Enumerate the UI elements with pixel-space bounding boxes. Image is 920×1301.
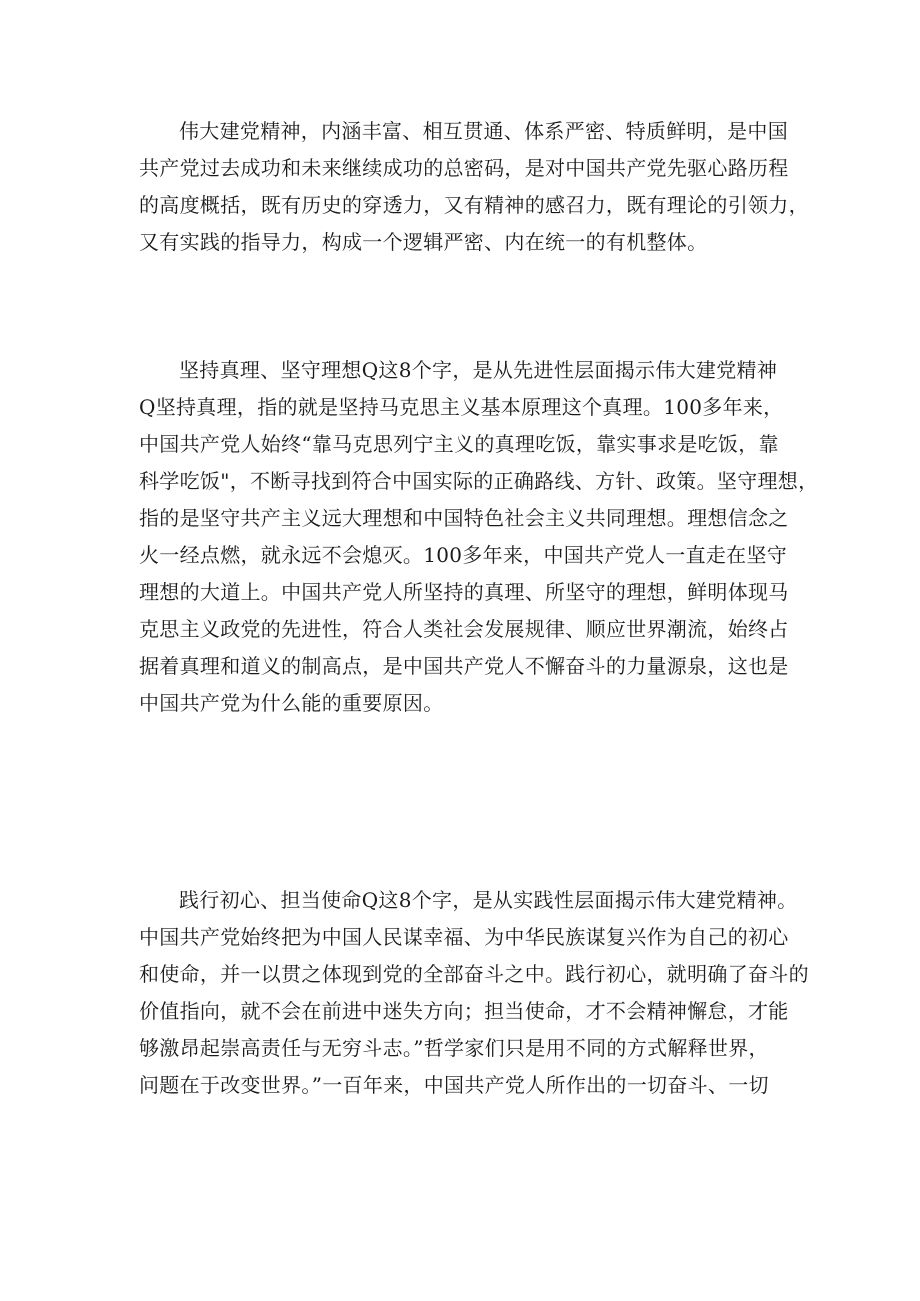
text-line: 问题在于改变世界。”一百年来，中国共产党人所作出的一切奋斗、一切 [139,1073,769,1097]
text-line: 坚持真理、坚守理想Q这8个字，是从先进性层面揭示伟大建党精神 [179,358,778,382]
text-line: 据着真理和道义的制高点，是中国共产党人不懈奋斗的力量源泉，这也是 [139,654,789,678]
text-line: 践行初心、担当使命Q这8个字，是从实践性层面揭示伟大建党精神。 [179,888,798,912]
text-line: 中国共产党为什么能的重要原因。 [139,691,444,715]
text-line: 和使命，并一以贯之体现到党的全部奋斗之中。践行初心，就明确了奋斗的 [139,962,809,986]
text-line: 火一经点燃，就永远不会熄灭。100多年来，中国共产党人一直走在坚守 [139,543,788,567]
text-line: 共产党过去成功和未来继续成功的总密码，是对中国共产党先驱心路历程 [139,156,789,180]
text-line: 中国共产党人始终“靠马克思列宁主义的真理吃饭，靠实事求是吃饭，靠 [139,432,779,456]
text-line: 中国共产党始终把为中国人民谋幸福、为中华民族谋复兴作为自己的初心 [139,925,789,949]
text-line: 伟大建党精神，内涵丰富、相互贯通、体系严密、特质鲜明，是中国 [179,119,788,143]
text-line: 科学吃饭"，不断寻找到符合中国实际的正确路线、方针、政策。坚守理想， [139,469,819,493]
text-line: 够激昂起崇高责任与无穷斗志。”哲学家们只是用不同的方式解释世界， [139,1036,769,1060]
text-line: 理想的大道上。中国共产党人所坚持的真理、所坚守的理想，鲜明体现马 [139,580,789,604]
text-line: 指的是坚守共产主义远大理想和中国特色社会主义共同理想。理想信念之 [139,506,789,530]
text-line: 又有实践的指导力，构成一个逻辑严密、内在统一的有机整体。 [139,230,708,254]
paragraph-3 [139,882,809,1104]
text-line: 克思主义政党的先进性，符合人类社会发展规律、顺应世界潮流，始终占 [139,617,789,641]
paragraph-1 [139,113,809,261]
paragraph-2 [139,352,819,722]
text-line: Q坚持真理，指的就是坚持马克思主义基本原理这个真理。100多年来， [139,395,784,419]
text-line: 价值指向，就不会在前进中迷失方向；担当使命，才不会精神懈怠，才能 [139,999,789,1023]
text-line: 的高度概括，既有历史的穿透力，又有精神的感召力，既有理论的引领力， [139,193,809,217]
